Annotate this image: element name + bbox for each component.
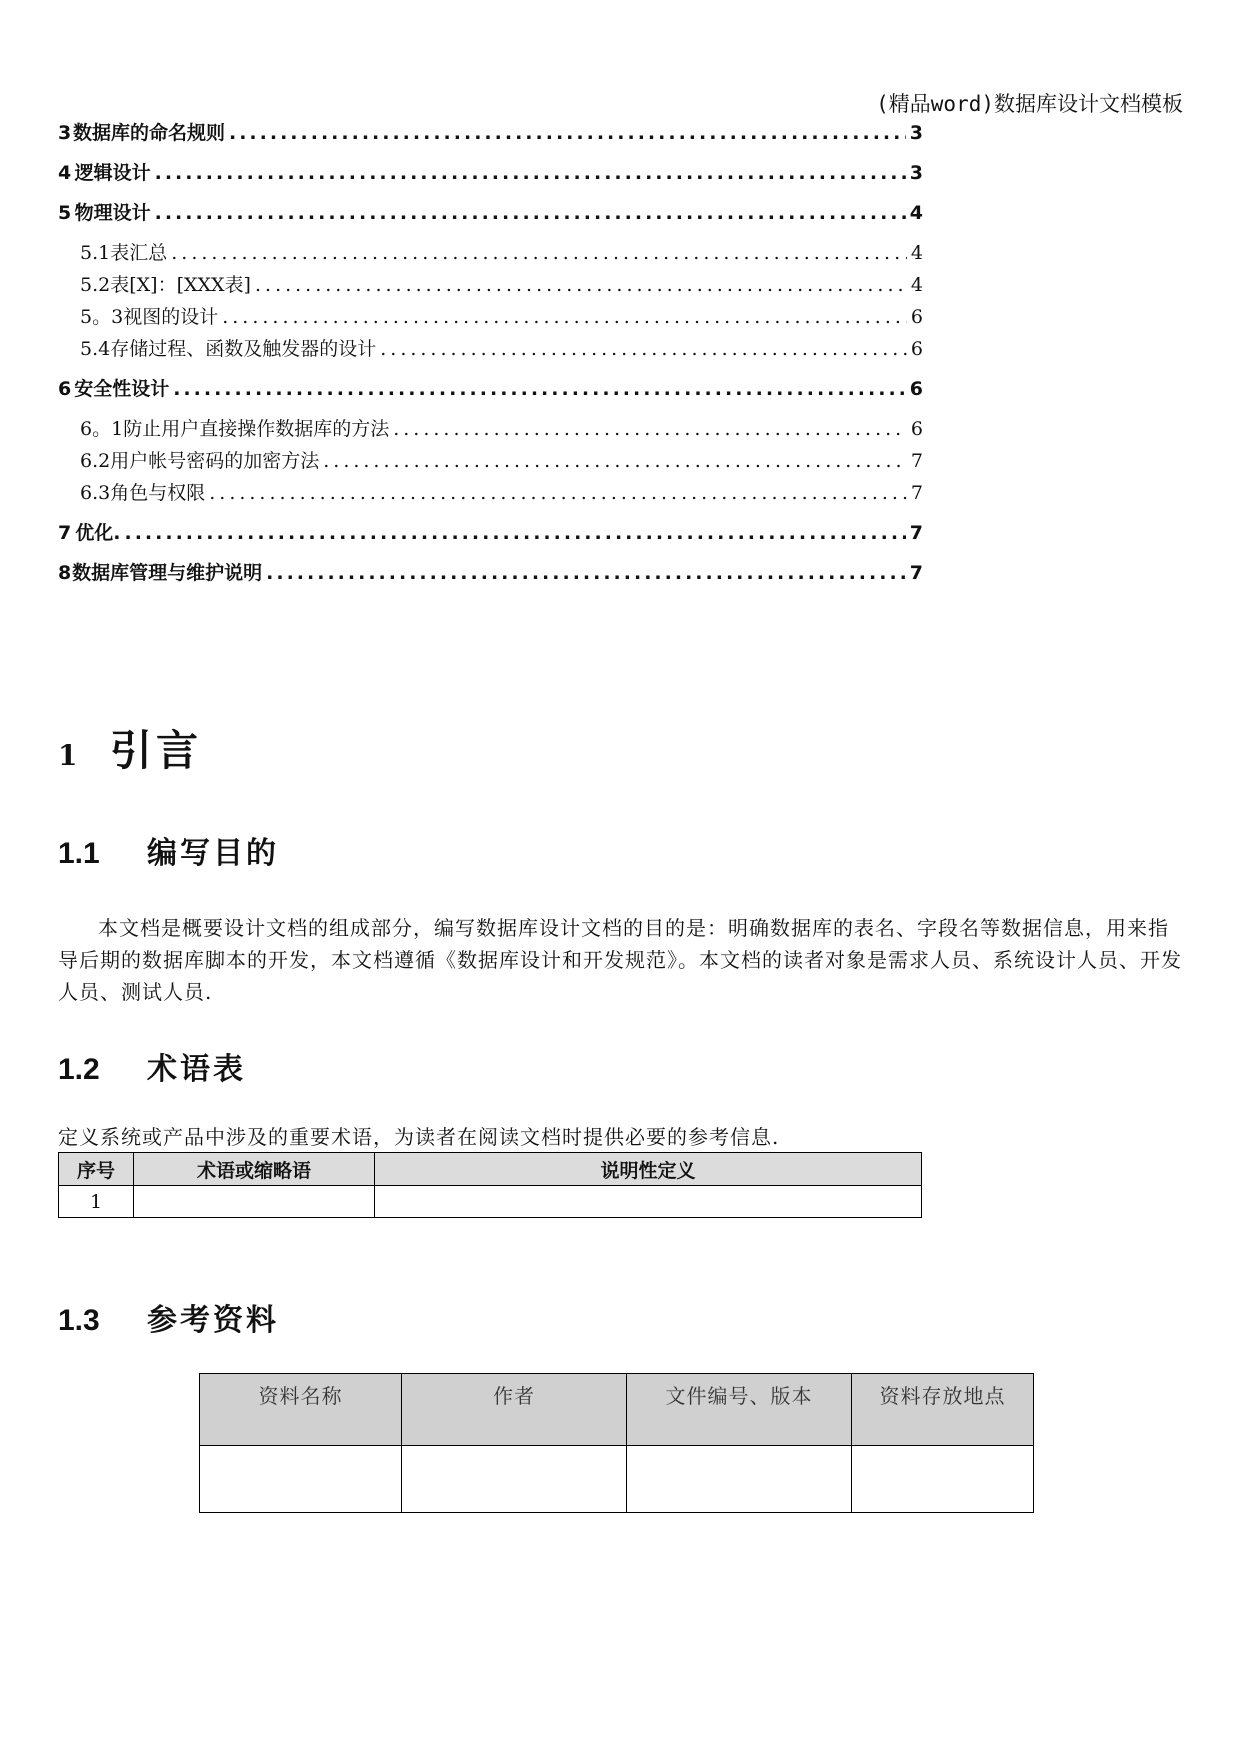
toc-number: 5.1 — [80, 242, 111, 264]
toc-number: 5 — [58, 202, 72, 224]
toc-number: 4 — [58, 162, 72, 184]
section-title: 术语表 — [147, 1052, 246, 1087]
toc-number: 7 — [58, 522, 72, 544]
section-heading-1-2 — [58, 1044, 246, 1088]
toc-entry[interactable] — [58, 478, 923, 505]
toc-page-number: 6 — [910, 418, 923, 440]
section-number: 1.2 — [58, 1053, 100, 1086]
table-header-row — [59, 1153, 922, 1186]
table-cell[interactable] — [200, 1446, 402, 1513]
toc-page-number: 6 — [909, 378, 923, 400]
section-heading-1-1 — [58, 828, 279, 872]
toc-entry[interactable] — [58, 198, 923, 225]
toc-title: 表汇总 — [110, 242, 168, 264]
column-header: 文件编号、版本 — [627, 1374, 852, 1446]
toc-entry[interactable] — [58, 446, 923, 473]
section-title: 引言 — [110, 726, 203, 775]
toc-page-number: 7 — [909, 562, 923, 584]
table-cell[interactable] — [627, 1446, 852, 1513]
toc-entry[interactable] — [58, 558, 923, 585]
toc-title: 用户帐号密码的加密方法 — [110, 450, 320, 472]
toc-number: 3 — [58, 122, 72, 144]
toc-entry[interactable] — [58, 374, 923, 401]
toc-page-number: 4 — [910, 274, 923, 296]
column-header: 资料名称 — [200, 1374, 402, 1446]
references-table — [199, 1373, 1034, 1513]
toc-page-number: 6 — [910, 306, 923, 328]
toc-page-number: 4 — [909, 202, 923, 224]
toc-title: 存储过程、函数及触发器的设计 — [110, 338, 377, 360]
toc-title: 物理设计 — [74, 202, 151, 224]
table-row — [200, 1446, 1034, 1513]
table-header-row — [200, 1374, 1034, 1446]
toc-page-number: 7 — [909, 522, 923, 544]
toc-title: 角色与权限 — [110, 482, 206, 504]
table-cell[interactable] — [375, 1186, 922, 1218]
toc-number: 6。1 — [80, 418, 124, 440]
toc-number: 8 — [58, 562, 72, 584]
section-number: 1 — [58, 739, 78, 772]
toc-title: 视图的设计 — [123, 306, 219, 328]
toc-number: 6 — [58, 378, 72, 400]
toc-entry[interactable] — [58, 270, 923, 297]
toc-entry[interactable] — [58, 334, 923, 361]
toc-entry[interactable] — [58, 158, 923, 185]
toc-title: 安全性设计 — [74, 378, 170, 400]
toc-title: 逻辑设计 — [74, 162, 151, 184]
purpose-paragraph — [58, 912, 1183, 1008]
toc-leader-dots — [173, 378, 906, 400]
toc-number: 6.3 — [80, 482, 111, 504]
column-header: 资料存放地点 — [852, 1374, 1034, 1446]
table-cell[interactable] — [134, 1186, 375, 1218]
toc-number: 5.2 — [80, 274, 111, 296]
toc-entry[interactable] — [58, 118, 923, 145]
toc-entry[interactable] — [58, 518, 923, 545]
section-number: 1.1 — [58, 837, 100, 870]
toc-number: 5。3 — [80, 306, 124, 328]
column-header: 术语或缩略语 — [134, 1153, 375, 1186]
toc-page-number: 7 — [910, 482, 923, 504]
toc-title: 数据库管理与维护说明 — [72, 562, 263, 584]
table-cell[interactable] — [852, 1446, 1034, 1513]
toc-page-number: 4 — [910, 242, 923, 264]
toc-leader-dots — [229, 122, 906, 144]
toc-leader-dots — [380, 338, 907, 360]
toc-page-number: 3 — [909, 162, 923, 184]
toc-title: 表[X]：[XXX表] — [110, 274, 251, 296]
toc-leader-dots — [171, 242, 907, 264]
toc-leader-dots — [155, 162, 906, 184]
purpose-text: 本文档是概要设计文档的组成部分，编写数据库设计文档的目的是：明确数据库的表名、字段名等数据信息，用来指导后期的数据库脚本的开发，本文档遵循《数据库设计和开发规范》。本文档的读者对象是需求人员、系统设计人员、开发人员、测试人员. — [58, 916, 1182, 1004]
toc-title: 防止用户直接操作数据库的方法 — [123, 418, 390, 440]
toc-title: 优化. — [75, 522, 121, 544]
toc-leader-dots — [266, 562, 906, 584]
section-title: 参考资料 — [147, 1303, 279, 1338]
toc-page-number: 3 — [909, 122, 923, 144]
toc-entry[interactable] — [58, 238, 923, 265]
table-row — [59, 1186, 922, 1218]
section-number: 1.3 — [58, 1304, 100, 1337]
column-header: 序号 — [59, 1153, 134, 1186]
toc-leader-dots — [125, 522, 906, 544]
toc-leader-dots — [255, 274, 907, 296]
toc-leader-dots — [323, 450, 907, 472]
toc-leader-dots — [209, 482, 907, 504]
toc-number: 6.2 — [80, 450, 111, 472]
toc-page-number: 6 — [910, 338, 923, 360]
toc-leader-dots — [222, 306, 907, 328]
glossary-table — [58, 1152, 922, 1218]
section-heading-1-3 — [58, 1295, 279, 1339]
toc-entry[interactable] — [58, 414, 923, 441]
glossary-intro: 定义系统或产品中涉及的重要术语，为读者在阅读文档时提供必要的参考信息. — [58, 1125, 780, 1149]
toc-title: 数据库的命名规则 — [72, 122, 225, 144]
table-cell[interactable]: 1 — [59, 1186, 134, 1218]
table-cell[interactable] — [402, 1446, 627, 1513]
section-heading-1 — [58, 718, 202, 778]
section-title: 编写目的 — [147, 836, 279, 871]
toc-number: 5.4 — [80, 338, 111, 360]
page-header: (精品word)数据库设计文档模板 — [876, 92, 1183, 116]
column-header: 作者 — [402, 1374, 627, 1446]
toc-page-number: 7 — [910, 450, 923, 472]
toc-entry[interactable] — [58, 302, 923, 329]
toc-leader-dots — [393, 418, 907, 440]
toc-leader-dots — [155, 202, 906, 224]
column-header: 说明性定义 — [375, 1153, 922, 1186]
